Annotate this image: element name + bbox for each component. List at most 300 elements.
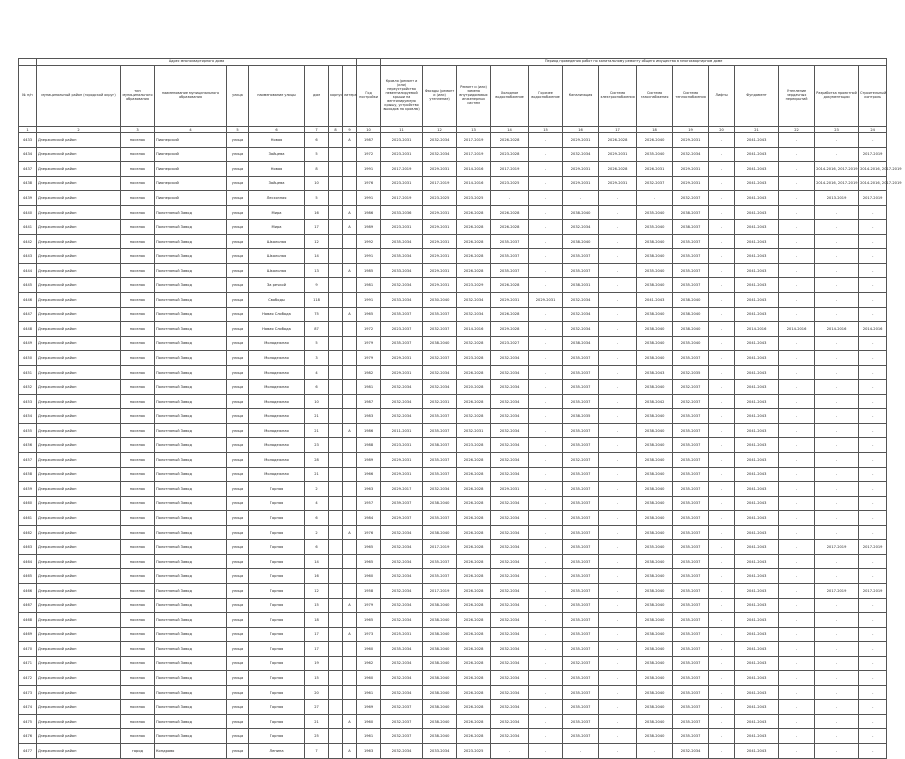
table-row — [19, 525, 887, 540]
table-cell: - — [815, 234, 859, 249]
table-cell: улица — [227, 322, 249, 337]
table-cell: 2032-2034 — [381, 656, 423, 671]
table-cell: 2041-2043 — [735, 525, 779, 540]
table-cell: поселок — [121, 540, 155, 555]
table-cell: 2032-2034 — [563, 147, 599, 162]
table-cell: Лесхозная — [249, 191, 305, 206]
table-cell: 2017-2019 — [859, 583, 887, 598]
table-cell: 2032-2035 — [673, 365, 709, 380]
table-cell: 2026-2028 — [457, 205, 491, 220]
table-cell: - — [779, 496, 815, 511]
table-cell: 14 — [305, 249, 329, 264]
table-cell: 2026-2028 — [457, 642, 491, 657]
table-cell: 4472 — [19, 671, 37, 686]
table-cell: 2041-2043 — [735, 482, 779, 497]
table-cell: - — [815, 554, 859, 569]
table-cell: - — [815, 278, 859, 293]
table-cell: 4476 — [19, 729, 37, 744]
table-row — [19, 743, 887, 758]
table-cell: 2041-2043 — [735, 627, 779, 642]
table-cell: 2032-2034 — [491, 511, 529, 526]
table-cell: 2035-2037 — [563, 627, 599, 642]
table-cell — [343, 191, 357, 206]
table-cell — [329, 176, 343, 191]
table-cell: - — [599, 613, 637, 628]
table-row — [19, 176, 887, 191]
table-cell: - — [529, 671, 563, 686]
table-cell: - — [529, 438, 563, 453]
table-cell: - — [529, 511, 563, 526]
table-cell: поселок — [121, 380, 155, 395]
table-cell — [329, 423, 343, 438]
table-cell: 2035-2037 — [673, 540, 709, 555]
table-cell: 2035-2037 — [673, 598, 709, 613]
table-cell — [343, 554, 357, 569]
table-cell: 2026-2028 — [457, 482, 491, 497]
table-cell: - — [779, 263, 815, 278]
column-number: 1 — [19, 127, 37, 133]
table-cell: 2032-2037 — [673, 394, 709, 409]
table-cell: - — [779, 293, 815, 308]
table-cell: Полотняный Завод — [155, 263, 227, 278]
table-cell: - — [709, 409, 735, 424]
table-cell: 2032-2037 — [423, 322, 457, 337]
table-cell: 2032-2034 — [491, 496, 529, 511]
table-cell: поселок — [121, 147, 155, 162]
table-cell: - — [599, 685, 637, 700]
table-cell: Дзержинский район — [37, 714, 121, 729]
table-row — [19, 191, 887, 206]
table-cell: улица — [227, 569, 249, 584]
table-cell: 1960 — [357, 642, 381, 657]
table-cell: 2032-2034 — [563, 322, 599, 337]
table-cell: Полотняный Завод — [155, 642, 227, 657]
table-cell: Полотняный Завод — [155, 322, 227, 337]
table-cell: 2032-2034 — [381, 540, 423, 555]
column-number: 6 — [249, 127, 305, 133]
table-cell: - — [529, 642, 563, 657]
table-cell: - — [779, 453, 815, 468]
table-cell: Молодежная — [249, 351, 305, 366]
table-cell: поселок — [121, 336, 155, 351]
table-cell: 4459 — [19, 482, 37, 497]
table-cell: 2032-2037 — [381, 700, 423, 715]
table-cell: - — [599, 351, 637, 366]
table-cell: 2035-2037 — [563, 380, 599, 395]
table-cell: Дзержинский район — [37, 642, 121, 657]
table-cell: Полотняный Завод — [155, 365, 227, 380]
table-cell — [329, 263, 343, 278]
table-cell: Горная — [249, 671, 305, 686]
table-cell: - — [859, 511, 887, 526]
table-cell: Полотняный Завод — [155, 220, 227, 235]
table-row — [19, 569, 887, 584]
table-cell: - — [859, 278, 887, 293]
table-cell: - — [709, 438, 735, 453]
table-cell: 2032-2034 — [491, 453, 529, 468]
table-cell: - — [815, 394, 859, 409]
table-cell: - — [529, 540, 563, 555]
table-cell: 2035-2037 — [563, 351, 599, 366]
column-header: литера — [343, 66, 357, 127]
table-cell — [329, 220, 343, 235]
table-cell: - — [529, 496, 563, 511]
table-cell: 1965 — [357, 554, 381, 569]
table-cell: 2035-2037 — [381, 336, 423, 351]
table-cell: Пионерский — [155, 147, 227, 162]
table-cell: - — [815, 627, 859, 642]
table-cell: 2029-2031 — [563, 162, 599, 177]
table-cell: улица — [227, 263, 249, 278]
table-cell — [343, 394, 357, 409]
table-cell: 2032-2034 — [491, 525, 529, 540]
table-cell: - — [709, 482, 735, 497]
table-cell: - — [779, 583, 815, 598]
table-cell: 2041-2043 — [735, 656, 779, 671]
table-cell: поселок — [121, 423, 155, 438]
table-cell: Дзержинский район — [37, 496, 121, 511]
table-cell: Горная — [249, 525, 305, 540]
table-cell: 1972 — [357, 147, 381, 162]
table-cell: 1958 — [357, 583, 381, 598]
table-cell: Полотняный Завод — [155, 351, 227, 366]
table-cell: Свободы — [249, 293, 305, 308]
table-cell: 2041-2043 — [735, 467, 779, 482]
column-header: Фундамент — [735, 66, 779, 127]
table-row — [19, 249, 887, 264]
table-row — [19, 598, 887, 613]
table-cell: 2035-2037 — [673, 496, 709, 511]
table-cell: - — [529, 685, 563, 700]
table-cell: 10 — [305, 394, 329, 409]
table-cell: - — [859, 409, 887, 424]
table-cell: 2032-2037 — [637, 176, 673, 191]
table-cell: - — [529, 162, 563, 177]
column-header: Горячее водоснабжение — [529, 66, 563, 127]
table-cell: - — [859, 467, 887, 482]
table-cell: 1979 — [357, 336, 381, 351]
table-cell: Горная — [249, 569, 305, 584]
table-cell: 1991 — [357, 162, 381, 177]
table-cell: 2035-2037 — [563, 583, 599, 598]
table-cell: 1957 — [357, 496, 381, 511]
table-cell: 2032-2028 — [457, 409, 491, 424]
table-cell: 2032-2034 — [491, 540, 529, 555]
table-cell: 2032-2037 — [381, 729, 423, 744]
table-cell — [329, 700, 343, 715]
table-cell: 1992 — [357, 234, 381, 249]
table-cell: - — [859, 438, 887, 453]
table-cell: Полотняный Завод — [155, 453, 227, 468]
table-cell: - — [859, 293, 887, 308]
table-cell: Горная — [249, 540, 305, 555]
table-cell: - — [599, 743, 637, 758]
table-cell: - — [779, 380, 815, 395]
table-cell: 2038-2040 — [637, 554, 673, 569]
table-cell: 2041-2043 — [735, 351, 779, 366]
table-cell: - — [779, 438, 815, 453]
table-cell: Полотняный Завод — [155, 409, 227, 424]
table-cell: 2041-2043 — [735, 671, 779, 686]
column-number: 5 — [227, 127, 249, 133]
table-cell: поселок — [121, 176, 155, 191]
table-cell: 2026-2028 — [457, 263, 491, 278]
column-header: корпус — [329, 66, 343, 127]
table-cell: - — [637, 743, 673, 758]
table-cell: 2032-2034 — [457, 307, 491, 322]
table-cell: улица — [227, 409, 249, 424]
table-cell: 4450 — [19, 351, 37, 366]
table-cell: 2032-2034 — [381, 583, 423, 598]
column-number: 20 — [709, 127, 735, 133]
table-cell: 27 — [305, 700, 329, 715]
table-cell: 2023-2028 — [457, 351, 491, 366]
table-cell: 2029-2031 — [423, 220, 457, 235]
table-cell: 2029-2031 — [381, 365, 423, 380]
table-cell: 1981 — [357, 380, 381, 395]
table-cell — [329, 394, 343, 409]
table-cell: Полотняный Завод — [155, 714, 227, 729]
table-cell: - — [599, 293, 637, 308]
table-cell: Полотняный Завод — [155, 438, 227, 453]
table-cell: - — [529, 278, 563, 293]
table-cell: Полотняный Завод — [155, 336, 227, 351]
table-cell: - — [599, 234, 637, 249]
column-header: наименование улицы — [249, 66, 305, 127]
table-cell: Дзержинский район — [37, 176, 121, 191]
table-cell: - — [779, 482, 815, 497]
table-cell: 1972 — [357, 322, 381, 337]
table-cell: - — [859, 496, 887, 511]
table-cell: 1979 — [357, 351, 381, 366]
table-cell: - — [529, 583, 563, 598]
table-cell: - — [599, 249, 637, 264]
table-cell: 2038-2040 — [673, 322, 709, 337]
table-cell: 2033-2034 — [381, 263, 423, 278]
table-cell: 2032-2034 — [491, 685, 529, 700]
table-cell: 2041-2043 — [735, 234, 779, 249]
table-cell: 10 — [305, 176, 329, 191]
table-cell: 4445 — [19, 278, 37, 293]
table-cell: 2041-2043 — [735, 511, 779, 526]
table-cell: - — [859, 336, 887, 351]
table-row — [19, 656, 887, 671]
table-cell: - — [815, 656, 859, 671]
table-cell: А — [343, 525, 357, 540]
group-header-address: Адрес многоквартирного дома — [37, 59, 357, 66]
table-cell: Полотняный Завод — [155, 467, 227, 482]
table-cell: Дзержинский район — [37, 263, 121, 278]
table-cell: 2026-2028 — [491, 220, 529, 235]
table-cell: 2029-2031 — [381, 351, 423, 366]
column-header: Фасады (ремонт и (или) утепление) — [423, 66, 457, 127]
table-cell: 2032-2034 — [491, 627, 529, 642]
table-cell: - — [529, 656, 563, 671]
table-cell: поселок — [121, 293, 155, 308]
table-cell: 4466 — [19, 583, 37, 598]
column-header: муниципальный район (городской округ) — [37, 66, 121, 127]
table-cell: 2026-2028 — [457, 394, 491, 409]
table-cell: - — [529, 743, 563, 758]
table-cell: поселок — [121, 714, 155, 729]
table-row — [19, 220, 887, 235]
table-cell: - — [859, 685, 887, 700]
table-cell: поселок — [121, 453, 155, 468]
table-cell: 2032-2037 — [423, 351, 457, 366]
table-cell: Молодежная — [249, 380, 305, 395]
table-cell: 2041-2043 — [735, 336, 779, 351]
table-cell: 2032-2034 — [381, 394, 423, 409]
table-cell: улица — [227, 598, 249, 613]
table-cell: - — [859, 598, 887, 613]
table-cell: 2035-2037 — [673, 569, 709, 584]
table-cell: - — [709, 627, 735, 642]
table-cell: 17 — [305, 220, 329, 235]
table-cell: 2032-2034 — [381, 409, 423, 424]
column-header: Система электроснабжения — [599, 66, 637, 127]
table-cell: Дзержинский район — [37, 569, 121, 584]
table-cell: 4437 — [19, 162, 37, 177]
table-cell — [329, 293, 343, 308]
table-cell: 2038-2040 — [637, 656, 673, 671]
table-cell: - — [779, 336, 815, 351]
table-cell: Дзержинский район — [37, 409, 121, 424]
table-cell: Дзержинский район — [37, 307, 121, 322]
table-cell: 2035-2040 — [637, 263, 673, 278]
table-cell: 2014-2016 — [815, 322, 859, 337]
table-cell: 2023-2025 — [491, 176, 529, 191]
table-cell: Дзержинский район — [37, 234, 121, 249]
table-cell: 5 — [305, 336, 329, 351]
table-cell: - — [709, 583, 735, 598]
table-cell — [343, 467, 357, 482]
table-cell: - — [709, 598, 735, 613]
table-cell: 2041-2043 — [735, 743, 779, 758]
table-cell: 2041-2043 — [735, 540, 779, 555]
table-cell: 2032-2034 — [423, 147, 457, 162]
table-row — [19, 162, 887, 177]
table-row — [19, 685, 887, 700]
table-cell: 20 — [305, 685, 329, 700]
table-cell: 4471 — [19, 656, 37, 671]
table-cell: 2035-2037 — [423, 409, 457, 424]
table-cell: поселок — [121, 263, 155, 278]
table-cell — [343, 540, 357, 555]
table-cell: 2041-2043 — [735, 220, 779, 235]
table-cell — [329, 162, 343, 177]
table-cell — [329, 496, 343, 511]
table-cell: 6 — [305, 380, 329, 395]
table-cell: - — [709, 540, 735, 555]
table-cell: улица — [227, 627, 249, 642]
table-cell: - — [815, 642, 859, 657]
table-cell: 2026-2028 — [457, 656, 491, 671]
table-cell: - — [859, 205, 887, 220]
table-cell: 2026-2028 — [491, 133, 529, 148]
table-cell: 6 — [305, 540, 329, 555]
table-cell: - — [815, 220, 859, 235]
table-row — [19, 278, 887, 293]
table-cell: 2038-2040 — [637, 336, 673, 351]
table-cell: 2032-2034 — [423, 482, 457, 497]
table-cell: 2035-2037 — [673, 234, 709, 249]
table-cell: 2035-2037 — [563, 540, 599, 555]
table-cell: 2017-2019 — [423, 176, 457, 191]
header-spacer — [357, 59, 381, 66]
table-cell: Дзержинский район — [37, 511, 121, 526]
table-cell: Горная — [249, 482, 305, 497]
column-number: 17 — [599, 127, 637, 133]
table-row — [19, 642, 887, 657]
table-cell: Молодежная — [249, 394, 305, 409]
table-cell: 2032-2034 — [381, 598, 423, 613]
table-cell: 2035-2037 — [563, 394, 599, 409]
table-cell: Полотняный Завод — [155, 394, 227, 409]
column-number: 12 — [423, 127, 457, 133]
table-cell: - — [599, 307, 637, 322]
table-cell: 16 — [305, 569, 329, 584]
table-cell: 2032-2028 — [457, 336, 491, 351]
table-row — [19, 714, 887, 729]
table-cell: 4448 — [19, 322, 37, 337]
table-cell: 2035-2037 — [673, 511, 709, 526]
table-cell: 2032-2034 — [381, 671, 423, 686]
table-cell — [329, 482, 343, 497]
table-cell: 2038-2040 — [637, 307, 673, 322]
table-cell: 2035-2037 — [491, 234, 529, 249]
table-cell: 2038-2037 — [423, 438, 457, 453]
table-cell: улица — [227, 743, 249, 758]
table-cell: 2041-2043 — [735, 423, 779, 438]
table-cell: 2038-2040 — [637, 583, 673, 598]
table-cell: - — [709, 394, 735, 409]
table-cell: 25 — [305, 729, 329, 744]
table-cell — [343, 613, 357, 628]
table-cell: 2032-2034 — [563, 307, 599, 322]
table-cell: За речкой — [249, 278, 305, 293]
table-cell: Дзержинский район — [37, 380, 121, 395]
table-cell: - — [599, 671, 637, 686]
table-row — [19, 263, 887, 278]
table-cell: Полотняный Завод — [155, 278, 227, 293]
table-cell: 2041-2043 — [735, 133, 779, 148]
table-cell: 4464 — [19, 554, 37, 569]
table-cell: Полотняный Завод — [155, 249, 227, 264]
table-cell: - — [599, 438, 637, 453]
table-cell: 2026-2028 — [457, 220, 491, 235]
table-cell: 2026-2031 — [637, 162, 673, 177]
table-cell: 2014-2016, 2017-2019 — [859, 162, 887, 177]
table-cell: - — [709, 220, 735, 235]
table-cell — [329, 714, 343, 729]
table-cell: - — [709, 685, 735, 700]
table-cell: Дзержинский район — [37, 351, 121, 366]
table-cell: 1960 — [357, 569, 381, 584]
table-cell: 2032-2034 — [491, 700, 529, 715]
table-cell: 1979 — [357, 598, 381, 613]
table-cell: улица — [227, 583, 249, 598]
table-cell: 2032-2034 — [673, 743, 709, 758]
table-cell: 2035-2040 — [637, 220, 673, 235]
table-cell: - — [859, 380, 887, 395]
column-header: наименование муниципального образования — [155, 66, 227, 127]
column-number: 21 — [735, 127, 779, 133]
table-cell: - — [859, 220, 887, 235]
table-cell: 4 — [305, 365, 329, 380]
table-cell: 2041-2043 — [735, 249, 779, 264]
group-header-period: Период проведения работ по капитальному ремонту общего имущества в многоквартирном доме — [381, 59, 887, 66]
table-cell: 2032-2034 — [381, 525, 423, 540]
